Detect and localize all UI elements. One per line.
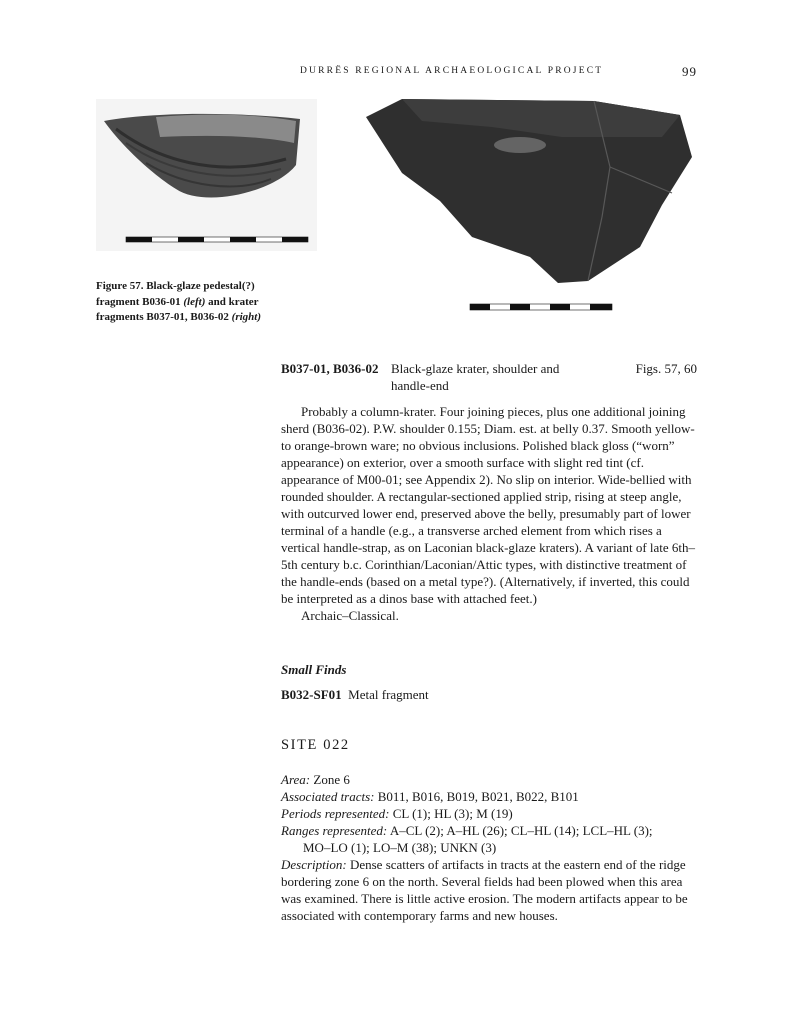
photo-pedestal-fragment [96,99,317,251]
site-periods-row [281,805,697,822]
periods-label: Periods represented: [281,806,390,821]
caption-start: Figure 57. Black-glaze pedestal(?) fragment B036-01 [96,280,255,308]
figure-caption [96,279,296,326]
scale-bar-left [126,237,308,242]
entry-figure-refs: Figs. 57, 60 [635,361,697,376]
site-description-row [281,856,697,924]
area-value: Zone 6 [313,772,350,787]
ranges-label: Ranges represented: [281,823,388,838]
area-label: Area: [281,772,311,787]
periods-value: CL (1); HL (3); M (19) [392,806,513,821]
entry-description: Probably a column-krater. Four joining pieces, plus one additional joining sherd (B036-02). P.W. shoulder 0.155; Diam. est. at belly 0.37. Smooth yellow- to orange-brown ware; no obvious inclusions. Polished black gloss (“worn” appearance) on exterior, over a smooth surface with slight red tint (cf. appearance of M00-01; see Appendix 2). No slip on interior. Wide-bellied with rounded shoulder. A rectangular-sectioned applied strip, rising at steep angle, with outcurved lower end, preserved above the belly, presumably part of lower terminal of a handle (e.g., a transverse arched element from which rises a vertical handle-strap, as on Laconian black-glaze kraters). A variant of late 6th–5th century b.c. Corinthian/Laconian/Attic types, with distinctive treatment of the handle-ends (based on a metal type?). (Alternatively, if inverted, this could be interpreted as a dinos base with attached feet.) [281,404,696,606]
small-find-id: B032-SF01 [281,687,342,702]
description-value: Dense scatters of artifacts in tracts at the eastern end of the ridge bordering zone 6 on the north. Several fields had been plowed when this area was examined. There is little active erosion. The modern artifacts appear to be associated with contemporary farms and new houses. [281,857,688,923]
ranges-value-2: MO–LO (1); LO–M (38); UNKN (3) [303,840,497,855]
description-label: Description: [281,857,347,872]
entry-title: Black-glaze krater, shoulder and handle-end [391,361,560,393]
caption-left: (left) [183,295,206,308]
site-tracts-row [281,788,697,805]
caption-right: (right) [231,311,261,323]
scale-bar-right [470,304,612,310]
entry-body [281,403,697,624]
tracts-value: B011, B016, B019, B021, B022, B101 [377,789,579,804]
site-ranges-row [281,822,697,839]
entry-date: Archaic–Classical. [301,608,399,623]
site-area-row [281,771,697,788]
ranges-value-1: A–CL (2); A–HL (26); CL–HL (14); LCL–HL (3); [389,823,653,838]
small-find-label: Metal fragment [348,687,429,702]
small-finds-heading: Small Finds [281,662,347,677]
small-find-item [281,687,429,703]
tracts-label: Associated tracts: [281,789,375,804]
running-head: DURRËS REGIONAL ARCHAEOLOGICAL PROJECT [300,66,604,76]
site-details [281,771,697,924]
photo-krater-fragments [362,97,694,315]
page-number: 99 [682,64,697,79]
caption-mid: and krater fragments B037-01, B036-02 [96,295,259,323]
site-ranges-row-cont [281,839,697,856]
site-heading: SITE 022 [281,737,350,753]
entry-id: B037-01, B036-02 [281,361,379,376]
